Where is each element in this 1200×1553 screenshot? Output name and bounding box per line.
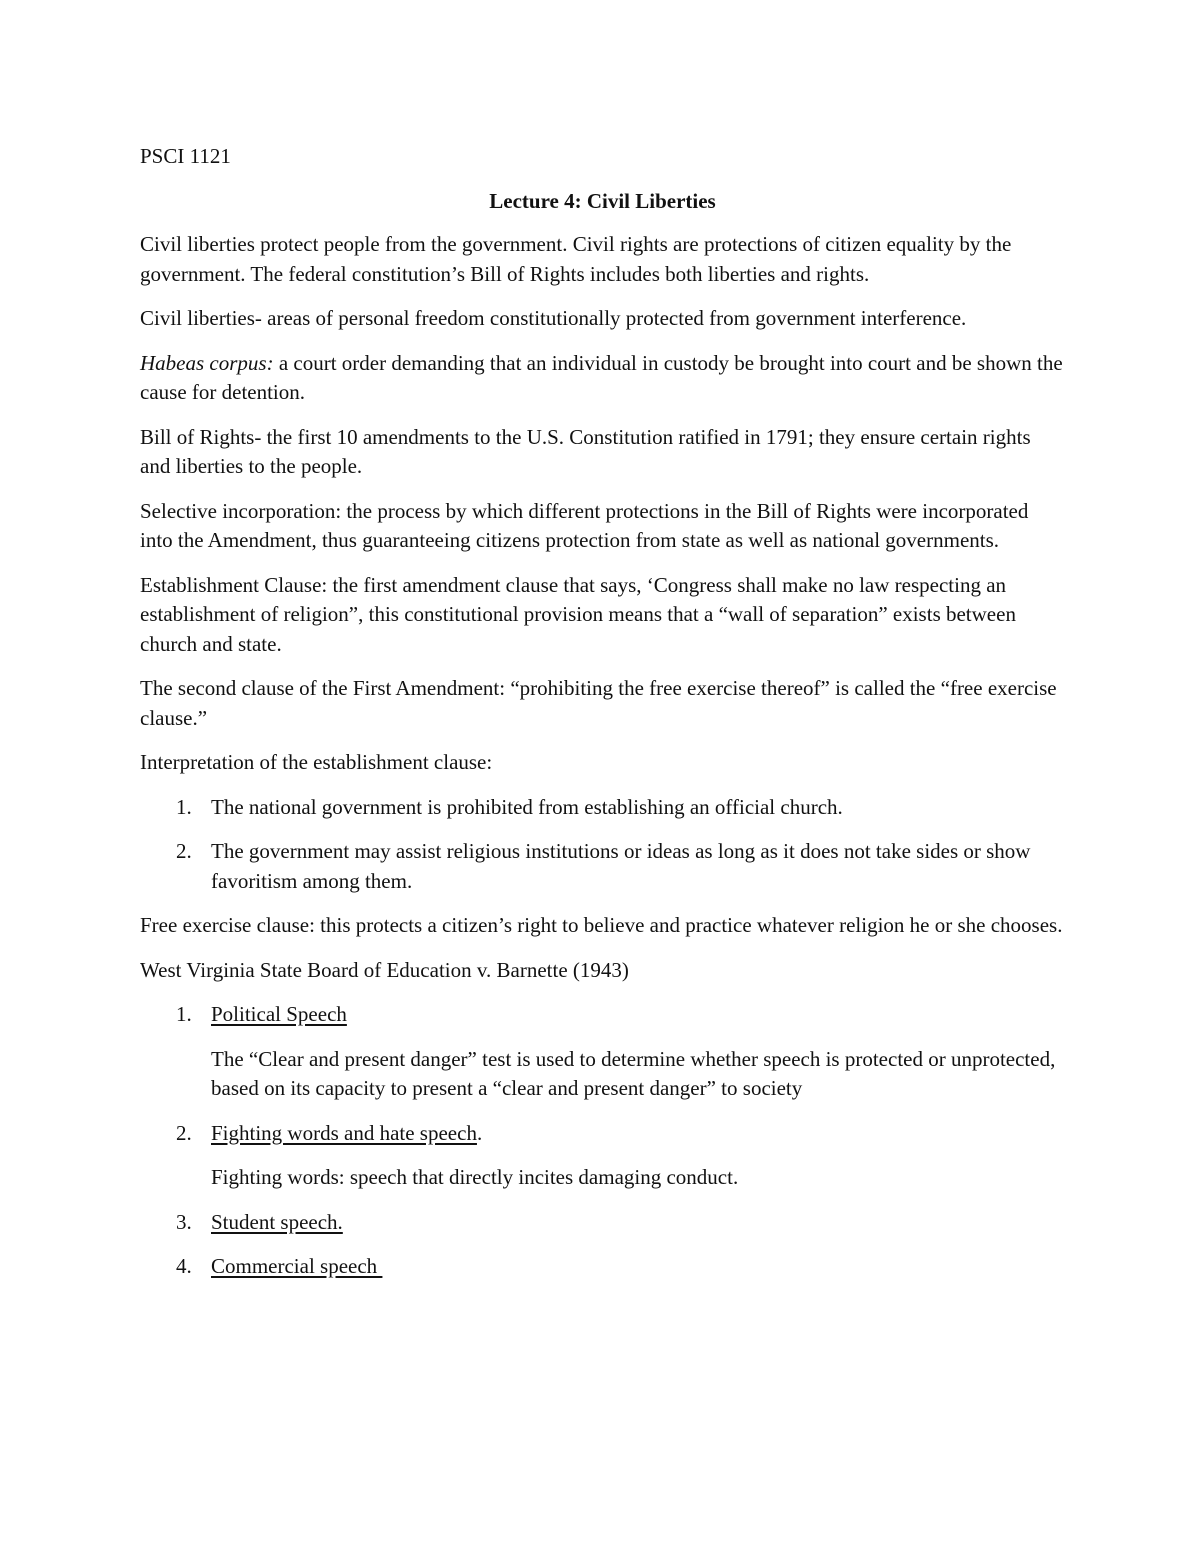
habeas-corpus-definition: a court order demanding that an individual in custody be brought into court and be shown the cause for detention. (140, 350, 1063, 404)
list-item (140, 1252, 1065, 1282)
list-item (140, 1208, 1065, 1238)
list-item-text: The national government is prohibited from establishing an official church. (211, 794, 843, 819)
list-item-detail: Fighting words: speech that directly incites damaging conduct. (211, 1165, 739, 1189)
list-item-heading: Commercial speech (211, 1254, 383, 1278)
list-item (140, 1000, 1065, 1104)
paragraph-establishment-clause: Establishment Clause: the first amendment clause that says, ‘Congress shall make no law respecting an establishment of religion”, this constitutional provision means that a “wall of separation” exists between church and state. (140, 572, 1016, 656)
list-item-number: 4. (176, 1254, 192, 1278)
list-item-number: 2. (176, 839, 192, 863)
lecture-title: Lecture 4: Civil Liberties (489, 188, 716, 213)
list-item-number: 1. (176, 794, 192, 819)
paragraph-free-exercise-clause: Free exercise clause: this protects a citizen’s right to believe and practice whatever religion he or she chooses. (140, 913, 1063, 937)
paragraph-bill-of-rights: Bill of Rights- the first 10 amendments to the U.S. Constitution ratified in 1791; they ensure certain rights and liberties to the people. (140, 424, 1031, 478)
list-item-number: 3. (176, 1209, 192, 1234)
list-item-heading-trail: . (476, 1120, 483, 1145)
paragraph-interpretation-heading: Interpretation of the establishment clause: (140, 750, 493, 774)
paragraph-habeas-corpus (140, 349, 1065, 408)
paragraph-civil-liberties-definition: Civil liberties- areas of personal freedom constitutionally protected from government interference. (140, 306, 967, 330)
list-item (140, 1119, 1065, 1193)
list-item-number: 1. (176, 1002, 192, 1026)
paragraph-civil-liberties-intro: Civil liberties protect people from the government. Civil rights are protections of citizen equality by the government. The federal constitution’s Bill of Rights includes both liberties and rights. (140, 232, 1012, 286)
document-body (140, 142, 1065, 1297)
list-item (140, 793, 1065, 823)
list-item (140, 837, 1065, 896)
habeas-corpus-term: Habeas corpus: (140, 350, 274, 375)
paragraph-case-citation: West Virginia State Board of Education v. Barnette (1943) (140, 957, 629, 982)
establishment-interpretation-list (140, 793, 1065, 897)
list-item-heading: Political Speech (211, 1002, 347, 1026)
paragraph-free-exercise-intro: The second clause of the First Amendment: “prohibiting the free exercise thereof” is called the “free exercise clause.” (140, 676, 1057, 730)
speech-categories-list (140, 1000, 1065, 1282)
list-item-detail: The “Clear and present danger” test is used to determine whether speech is protected or unprotected, based on its capacity to present a “clear and present danger” to society (211, 1046, 1056, 1100)
list-item-heading: Fighting words and hate speech (211, 1120, 477, 1145)
list-item-heading: Student speech. (211, 1209, 343, 1234)
list-item-number: 2. (176, 1120, 192, 1145)
paragraph-selective-incorporation: Selective incorporation: the process by which different protections in the Bill of Rights were incorporated into the Amendment, thus guaranteeing citizens protection from state as well as national governments. (140, 498, 1029, 552)
list-item-text: The government may assist religious institutions or ideas as long as it does not take sides or show favoritism among them. (211, 839, 1031, 893)
course-code: PSCI 1121 (140, 144, 231, 168)
